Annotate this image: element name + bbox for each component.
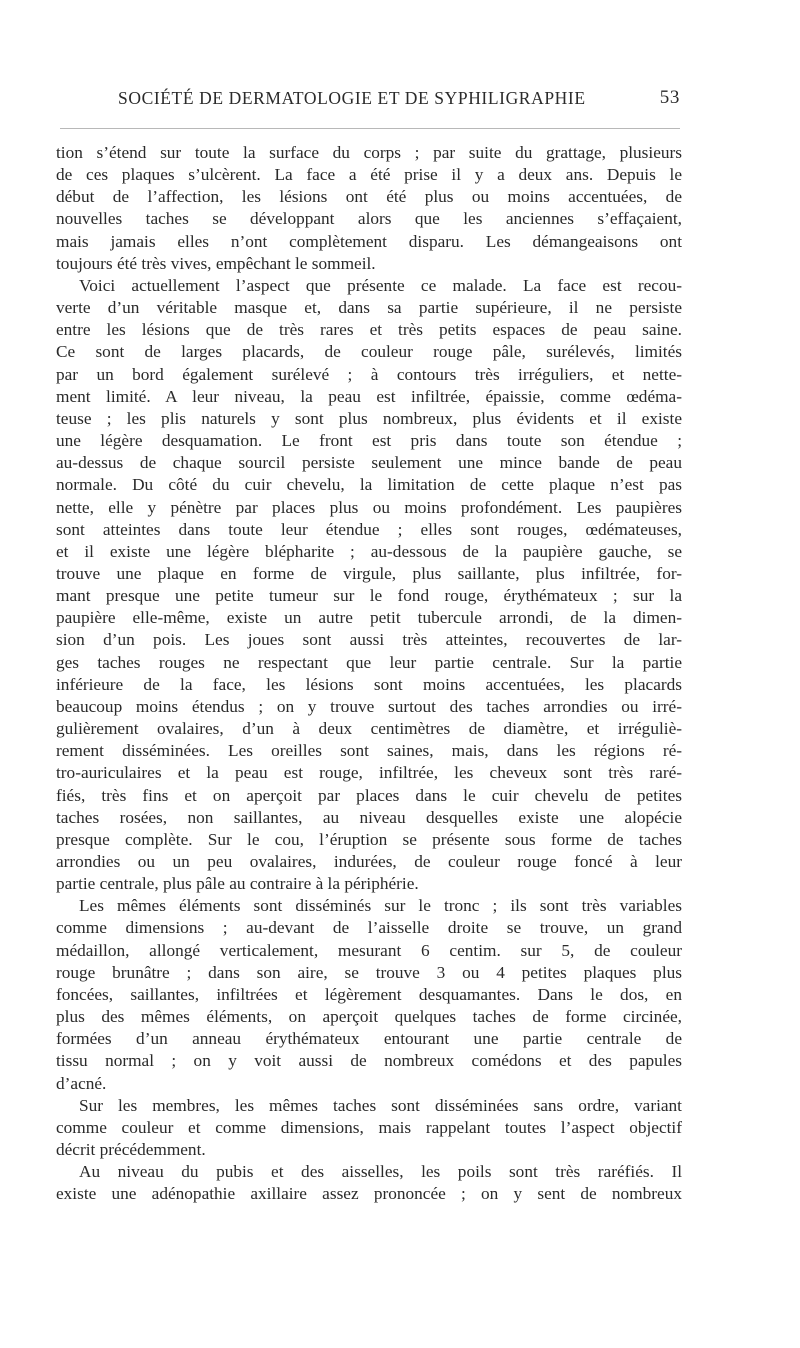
text-line: par un bord également surélevé ; à contours très irréguliers, et nette- bbox=[56, 364, 682, 384]
text-line: presque complète. Sur le cou, l’éruption se présente sous forme de taches bbox=[56, 829, 682, 849]
text-line: entre les lésions que de très rares et très petits espaces de peau saine. bbox=[56, 320, 682, 340]
text-line: tissu normal ; on y voit aussi de nombreux comédons et des papules bbox=[56, 1051, 682, 1071]
text-line: taches rosées, non saillantes, au niveau desquelles existe une alopécie bbox=[56, 807, 682, 827]
text-line: une légère desquamation. Le front est pris dans toute son étendue ; bbox=[56, 431, 682, 451]
text-line: au-dessus de chaque sourcil persiste seulement une mince bande de peau bbox=[56, 453, 682, 473]
text-line: ment limité. A leur niveau, la peau est infiltrée, épaissie, comme œdéma- bbox=[56, 386, 682, 406]
text-line: gulièrement ovalaires, d’un à deux centimètres de diamètre, et irréguliè- bbox=[56, 719, 682, 739]
text-line: normale. Du côté du cuir chevelu, la limitation de cette plaque n’est pas bbox=[56, 475, 682, 495]
running-head: SOCIÉTÉ DE DERMATOLOGIE ET DE SYPHILIGRAPHIE bbox=[118, 88, 586, 108]
text-line: existe une adénopathie axillaire assez prononcée ; on y sent de nombreux bbox=[56, 1184, 682, 1204]
text-line: foncées, saillantes, infiltrées et légèrement desquamantes. Dans le dos, en bbox=[56, 984, 682, 1004]
text-line: tro-auriculaires et la peau est rouge, infiltrée, les cheveux sont très raré- bbox=[56, 763, 682, 783]
text-line: de ces plaques s’ulcèrent. La face a été prise il y a deux ans. Depuis le bbox=[56, 165, 682, 185]
text-line: toujours été très vives, empêchant le sommeil. bbox=[56, 253, 376, 273]
header-rule bbox=[60, 128, 680, 129]
text-line: médaillon, allongé verticalement, mesurant 6 centim. sur 5, de couleur bbox=[56, 940, 682, 960]
text-line: ges taches rouges ne respectant que leur partie centrale. Sur la partie bbox=[56, 652, 682, 672]
text-line: paupière elle-même, existe un autre petit tubercule arrondi, de la dimen- bbox=[56, 608, 682, 628]
text-line: début de l’affection, les lésions ont été plus ou moins accentuées, de bbox=[56, 187, 682, 207]
text-line: formées d’un anneau érythémateux entourant une partie centrale de bbox=[56, 1029, 682, 1049]
text-line: décrit précédemment. bbox=[56, 1140, 206, 1160]
text-line: mant presque une petite tumeur sur le fond rouge, érythémateux ; sur la bbox=[56, 586, 682, 606]
text-line: inférieure de la face, les lésions sont moins accentuées, les placards bbox=[56, 674, 682, 694]
page-number: 53 bbox=[659, 87, 680, 108]
text-line: Voici actuellement l’aspect que présente ce malade. La face est recou- bbox=[79, 275, 682, 295]
text-line: mais jamais elles n’ont complètement disparu. Les démangeaisons ont bbox=[56, 231, 682, 251]
text-line: plus des mêmes éléments, on aperçoit quelques taches de forme circinée, bbox=[56, 1007, 682, 1027]
text-line: nette, elle y pénètre par places plus ou moins profondément. Les paupières bbox=[56, 497, 682, 517]
text-line: Les mêmes éléments sont disséminés sur le tronc ; ils sont très variables bbox=[79, 896, 682, 916]
text-line: sont atteintes dans toute leur étendue ; elles sont rouges, œdémateuses, bbox=[56, 519, 682, 539]
text-line: teuse ; les plis naturels y sont plus nombreux, plus évidents et il existe bbox=[56, 408, 682, 428]
text-line: Ce sont de larges placards, de couleur rouge pâle, surélevés, limités bbox=[56, 342, 682, 362]
text-line: trouve une plaque en forme de virgule, plus saillante, plus infiltrée, for- bbox=[56, 563, 682, 583]
text-line: tion s’étend sur toute la surface du corps ; par suite du grattage, plusieurs bbox=[56, 143, 682, 162]
text-line: arrondies ou un peu ovalaires, indurées, de couleur rouge foncé à leur bbox=[56, 852, 682, 871]
text-line: d’acné. bbox=[56, 1073, 107, 1093]
text-line: sion d’un pois. Les joues sont aussi très atteintes, recouvertes de lar- bbox=[56, 630, 682, 650]
text-line: rement disséminées. Les oreilles sont saines, mais, dans les régions ré- bbox=[56, 741, 682, 761]
text-line: partie centrale, plus pâle au contraire à la périphérie. bbox=[56, 874, 419, 894]
text-line: comme couleur et comme dimensions, mais rappelant toutes l’aspect objectif bbox=[56, 1117, 682, 1137]
text-line: rouge brunâtre ; dans son aire, se trouve 3 ou 4 petites plaques plus bbox=[56, 962, 682, 982]
text-line: et il existe une légère blépharite ; au-dessous de la paupière gauche, se bbox=[56, 541, 682, 561]
page-header bbox=[118, 88, 682, 114]
text-line: beaucoup moins étendus ; on y trouve surtout des taches arrondies ou irré- bbox=[56, 696, 682, 716]
text-line: fiés, très fins et on aperçoit par places dans le cuir chevelu de petites bbox=[56, 785, 682, 805]
text-line: Au niveau du pubis et des aisselles, les poils sont très raréfiés. Il bbox=[79, 1162, 682, 1182]
text-line: Sur les membres, les mêmes taches sont disséminées sans ordre, variant bbox=[79, 1095, 682, 1115]
text-line: comme dimensions ; au-devant de l’aisselle droite se trouve, un grand bbox=[56, 918, 682, 938]
text-line: verte d’un véritable masque et, dans sa partie supérieure, il ne persiste bbox=[56, 298, 682, 318]
body-text bbox=[56, 142, 682, 1206]
text-line: nouvelles taches se développant alors que les anciennes s’effaçaient, bbox=[56, 209, 682, 229]
